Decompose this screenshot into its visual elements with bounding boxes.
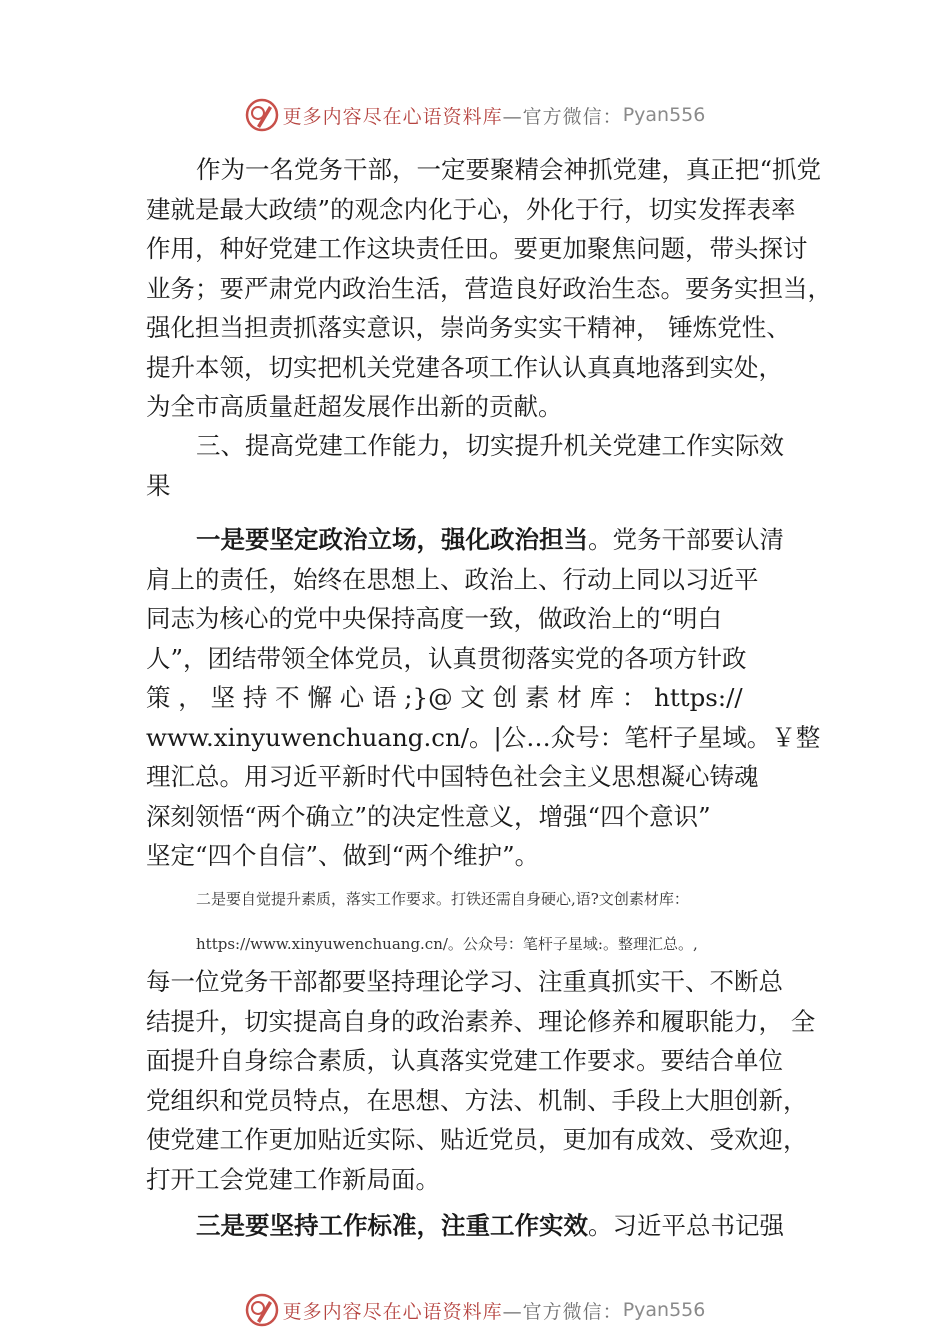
text-line: 为全市高质量赶超发展作出新的贡献。 <box>146 392 563 421</box>
text-line: 面提升自身综合素质，认真落实党建工作要求。要结合单位 <box>146 1046 783 1075</box>
text-line: 三、提高党建工作能力，切实提升机关党建工作实际效 <box>196 431 784 460</box>
header-wechat-label: —官方微信： <box>502 105 623 128</box>
header-wechat-id: Pyan556 <box>622 104 706 126</box>
point-three-rest: 。习近平总书记强 <box>588 1211 784 1240</box>
header-watermark <box>0 95 950 135</box>
text-line: https://www.xinyuwenchuang.cn/。公众号：笔杆子星域:。整理汇总。, <box>196 935 698 953</box>
text-line <box>146 520 836 560</box>
point-one-rest: 。党务干部要认清 <box>588 525 784 554</box>
text-line: 使党建工作更加贴近实际、贴近党员，更加有成效、受欢迎， <box>146 1125 808 1154</box>
text-line: 每一位党务干部都要坚持理论学习、注重真抓实干、不断总 <box>146 967 783 996</box>
text-line: 果 <box>146 470 171 500</box>
text-line: 人”，团结带领全体党员，认真贯彻落实党的各项方针政 <box>146 643 747 673</box>
point-three-heading: 三是要坚持工作标准，注重工作实效 <box>196 1211 588 1240</box>
text-line: 打开工会党建工作新局面。 <box>146 1164 440 1194</box>
footer-wechat-id: Pyan556 <box>622 1299 706 1321</box>
text-line: 二是要自觉提升素质，落实工作要求。打铁还需自身硬心,语?文创素材库： <box>196 890 689 908</box>
footer-wechat-label: —官方微信： <box>502 1300 623 1323</box>
text-line: 党组织和党员特点，在思想、方法、机制、手段上大胆创新， <box>146 1085 808 1115</box>
text-line: 业务；要严肃党内政治生活，营造良好政治生态。要务实担当， <box>146 273 832 303</box>
point-one-heading: 一是要坚定政治立场，强化政治担当 <box>196 525 588 554</box>
paragraph-party-cadre <box>146 150 836 427</box>
text-line: 肩上的责任，始终在思想上、政治上、行动上同以习近平 <box>146 564 759 594</box>
small-text-line-point-two <box>146 890 836 909</box>
text-line: 建就是最大政绩”的观念内化于心，外化于行，切实发挥表率 <box>146 194 796 224</box>
paragraph-work-standards <box>146 1206 836 1246</box>
text-line: 作为一名党务干部，一定要聚精会神抓党建，真正把“抓党 <box>196 155 822 184</box>
paragraph-political-stance <box>146 520 836 876</box>
text-line: 作用，种好党建工作这块责任田。要更加聚焦问题，带头探讨 <box>146 234 808 263</box>
text-line: 深刻领悟“两个确立”的决定性意义，增强“四个意识” <box>146 801 711 831</box>
text-line: 同志为核心的党中央保持高度一致，做政治上的“明白 <box>146 604 723 633</box>
text-line: 理汇总。用习近平新时代中国特色社会主义思想凝心铸魂 <box>146 762 759 791</box>
section-heading-three <box>146 426 836 505</box>
text-line: 策 ， 坚 持 不 懈 心 语 ;}@ 文 创 素 材 库 ： https:// <box>146 683 743 712</box>
text-line <box>146 1206 836 1246</box>
pen-logo-icon <box>245 98 279 132</box>
footer-watermark <box>0 1290 950 1330</box>
text-line: 强化担当担责抓落实意识，崇尚务实实干精神， 锤炼党性、 <box>146 313 791 342</box>
small-text-line-url <box>146 935 836 954</box>
footer-brand-text: 更多内容尽在心语资料库 <box>282 1300 503 1323</box>
pen-logo-icon <box>245 1293 279 1327</box>
text-line: 结提升，切实提高自身的政治素养、理论修养和履职能力， 全 <box>146 1006 816 1036</box>
text-line: 坚定“四个自信”、做到“两个维护”。 <box>146 841 540 870</box>
text-line: www.xinyuwenchuang.cn/。|公…众号：笔杆子星域。￥整 <box>146 722 821 752</box>
text-line: 提升本领，切实把机关党建各项工作认认真真地落到实处， <box>146 352 783 382</box>
paragraph-improve-quality <box>146 962 836 1199</box>
header-brand-text: 更多内容尽在心语资料库 <box>282 105 503 128</box>
